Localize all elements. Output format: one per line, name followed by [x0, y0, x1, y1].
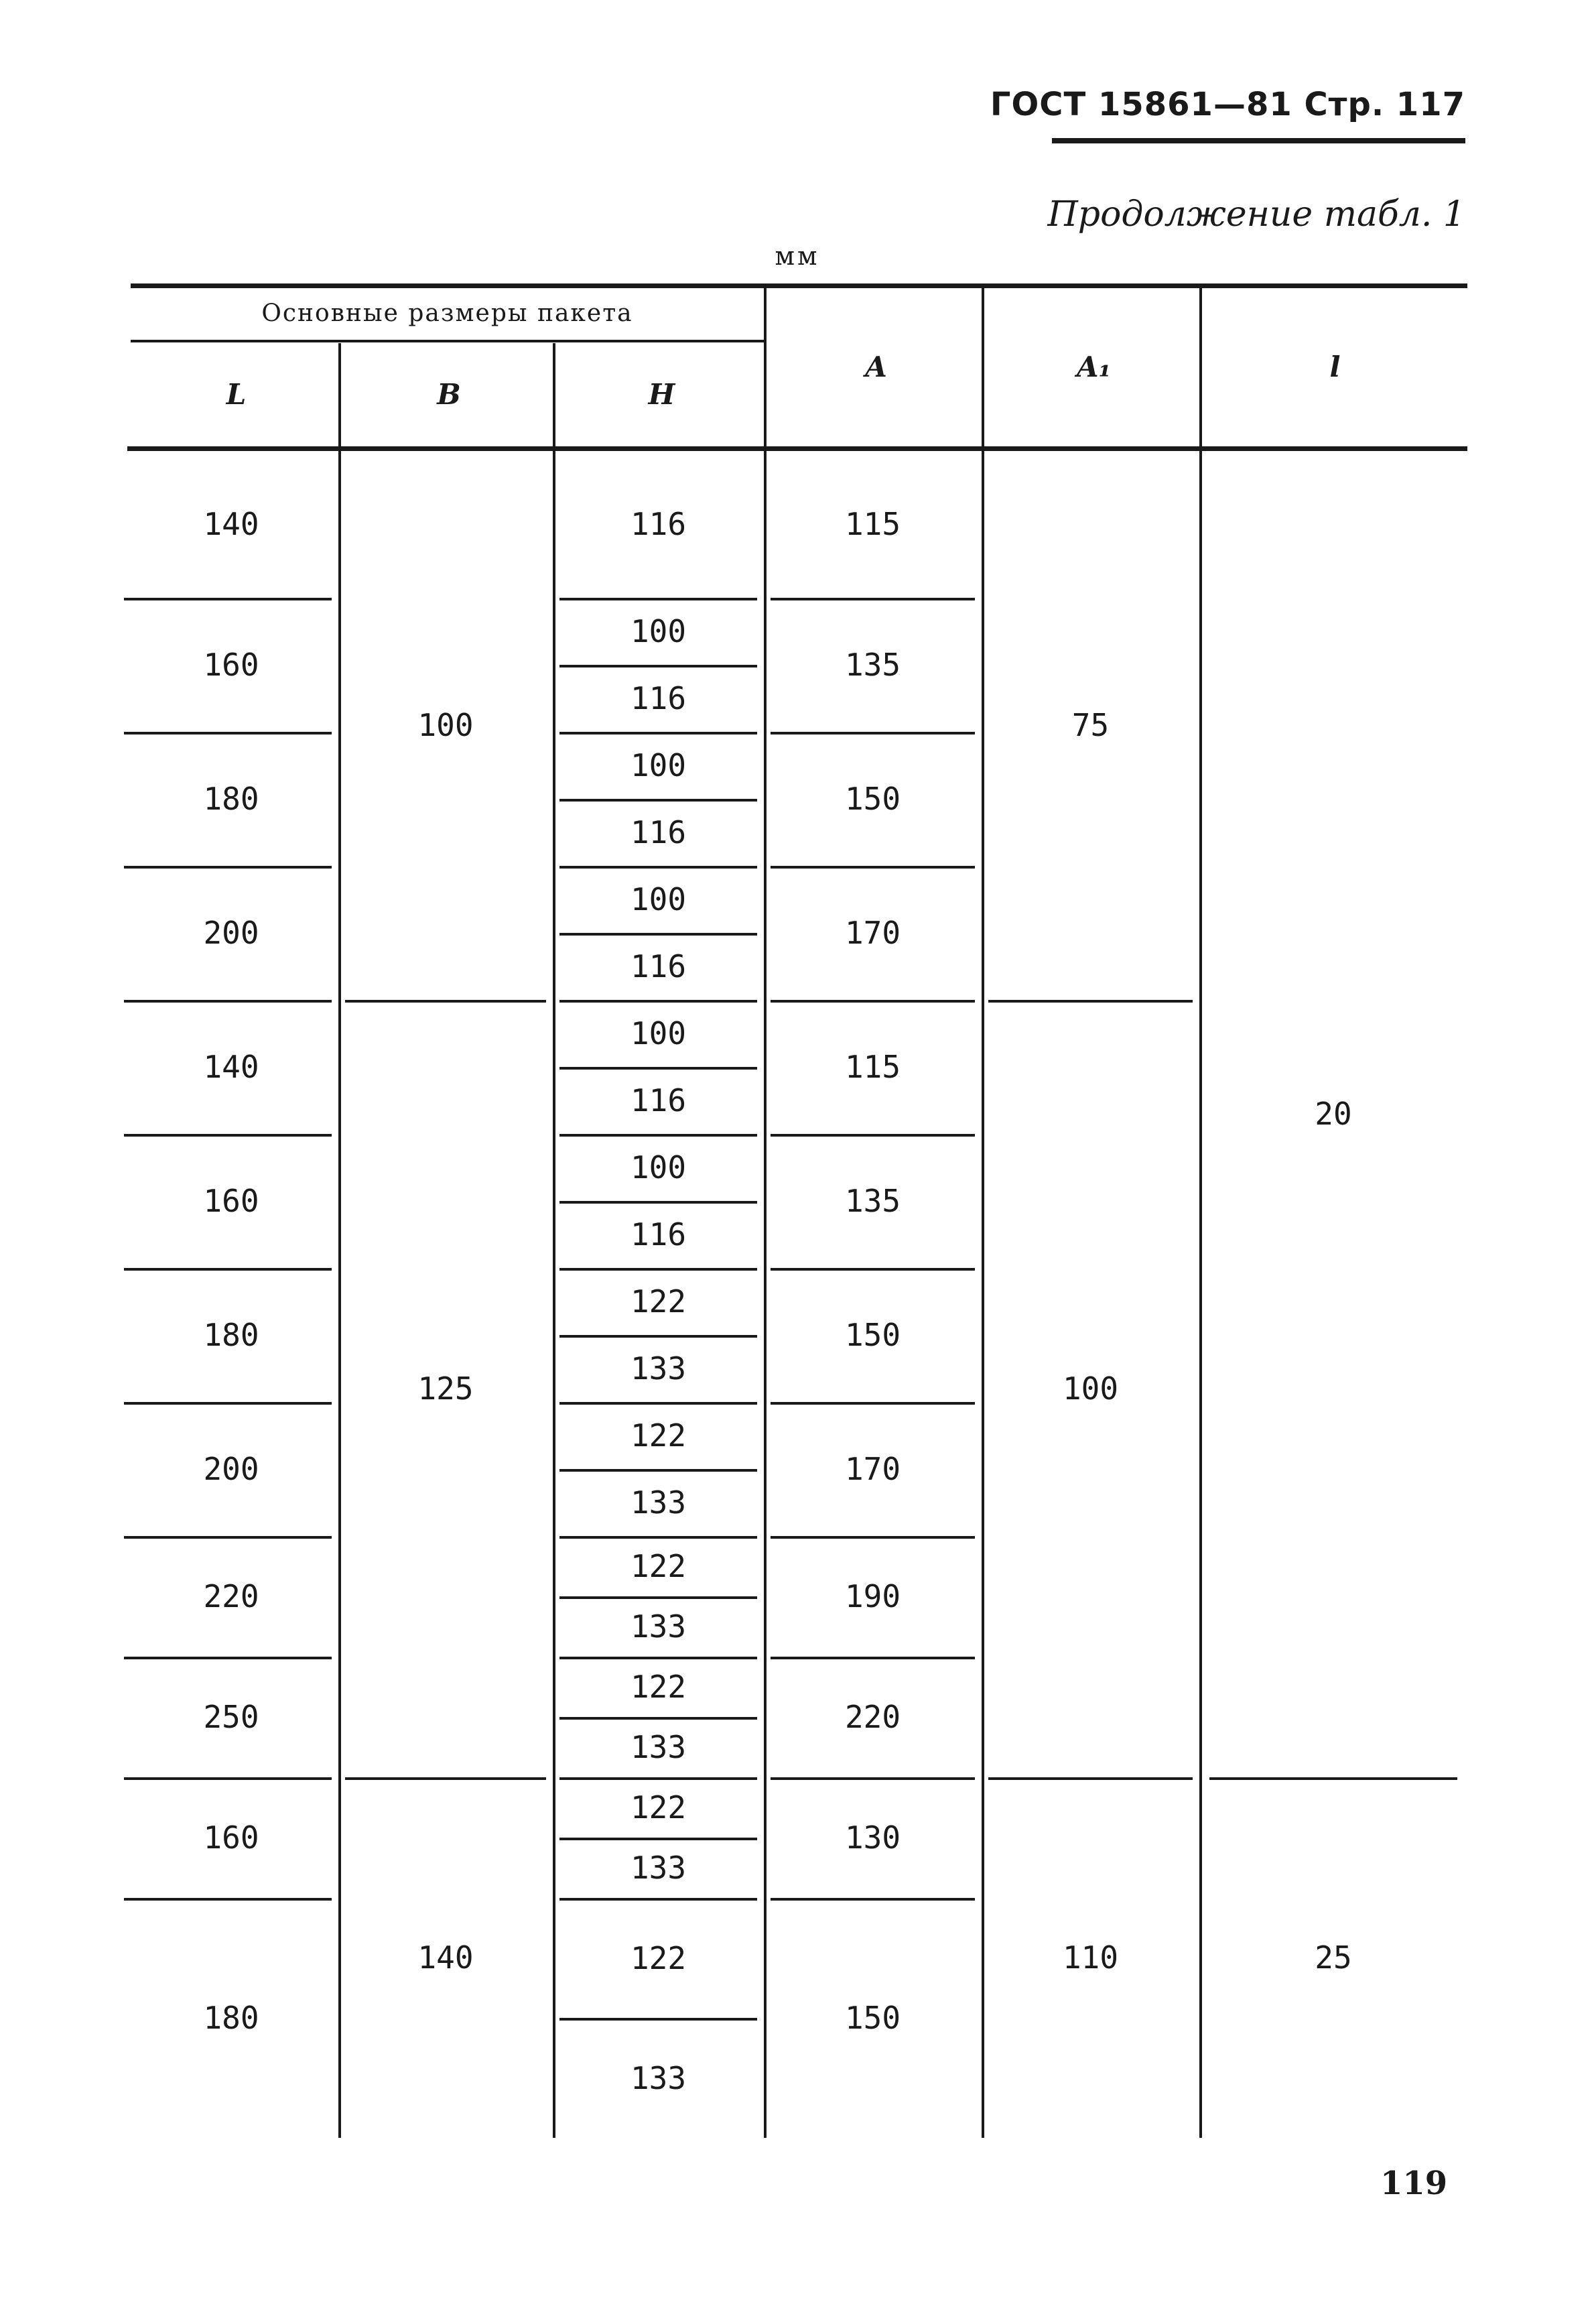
- cell-h: 133: [630, 2059, 687, 2096]
- cell-h: 100: [630, 613, 687, 649]
- cell-a1: 100: [1062, 1370, 1119, 1407]
- cell-b: 140: [417, 1939, 474, 1976]
- column-header-a1: A₁: [1077, 350, 1111, 383]
- cell-a: 220: [844, 1699, 901, 1735]
- cell-h: 116: [630, 680, 687, 716]
- cell-h: 116: [630, 506, 687, 542]
- cell-a: 170: [844, 1451, 901, 1487]
- cell-l: 180: [203, 1317, 259, 1353]
- cell-h: 122: [630, 1789, 687, 1826]
- cell-h: 133: [630, 1350, 687, 1387]
- table-continuation-label: Продолжение табл. 1: [1047, 194, 1465, 235]
- cell-h: 116: [630, 814, 687, 850]
- cell-l: 180: [203, 781, 259, 817]
- cell-l: 160: [203, 1820, 259, 1856]
- cell-l: 140: [203, 506, 259, 542]
- cell-h: 122: [630, 1939, 687, 1976]
- cell-h: 116: [630, 1082, 687, 1119]
- column-header-l-small: l: [1329, 350, 1341, 383]
- cell-l: 160: [203, 1183, 259, 1219]
- cell-h: 122: [630, 1548, 687, 1584]
- column-header-a: A: [865, 350, 887, 383]
- cell-a: 130: [844, 1820, 901, 1856]
- cell-h: 122: [630, 1669, 687, 1705]
- cell-l: 160: [203, 647, 259, 683]
- cell-l: 200: [203, 915, 259, 951]
- cell-l-small: 25: [1315, 1939, 1352, 1976]
- cell-a: 170: [844, 915, 901, 951]
- document-header: ГОСТ 15861—81 Стр. 117: [990, 86, 1465, 123]
- cell-l: 250: [203, 1699, 259, 1735]
- column-header-h: H: [648, 377, 675, 411]
- cell-l: 200: [203, 1451, 259, 1487]
- cell-h: 133: [630, 1608, 687, 1645]
- cell-a: 150: [844, 2000, 901, 2036]
- cell-h: 100: [630, 747, 687, 783]
- group-header: Основные размеры пакета: [261, 300, 633, 327]
- cell-h: 133: [630, 1850, 687, 1886]
- cell-a: 135: [844, 1183, 901, 1219]
- cell-a: 115: [844, 506, 901, 542]
- cell-a: 150: [844, 1317, 901, 1353]
- cell-h: 116: [630, 948, 687, 984]
- cell-h: 100: [630, 1015, 687, 1051]
- cell-b: 125: [417, 1370, 474, 1407]
- cell-l-small: 20: [1315, 1096, 1352, 1132]
- cell-l: 180: [203, 2000, 259, 2036]
- column-header-l: L: [226, 377, 247, 411]
- cell-h: 122: [630, 1417, 687, 1454]
- page-number: 119: [1380, 2165, 1448, 2202]
- group-header-rule: [131, 340, 764, 342]
- cell-a1: 110: [1062, 1939, 1119, 1976]
- table-top-rule: [131, 283, 1467, 288]
- cell-h: 122: [630, 1283, 687, 1320]
- units-label: мм: [775, 241, 820, 271]
- cell-h: 100: [630, 881, 687, 917]
- cell-a: 135: [844, 647, 901, 683]
- cell-h: 133: [630, 1729, 687, 1765]
- header-rule: [1052, 138, 1465, 143]
- cell-a1: 75: [1071, 707, 1110, 743]
- cell-a: 115: [844, 1049, 901, 1085]
- cell-a: 190: [844, 1578, 901, 1614]
- cell-l: 140: [203, 1049, 259, 1085]
- cell-h: 116: [630, 1216, 687, 1253]
- cell-b: 100: [417, 707, 474, 743]
- cell-l: 220: [203, 1578, 259, 1614]
- column-header-b: B: [437, 377, 461, 411]
- cell-h: 100: [630, 1149, 687, 1186]
- cell-a: 150: [844, 781, 901, 817]
- cell-h: 133: [630, 1484, 687, 1521]
